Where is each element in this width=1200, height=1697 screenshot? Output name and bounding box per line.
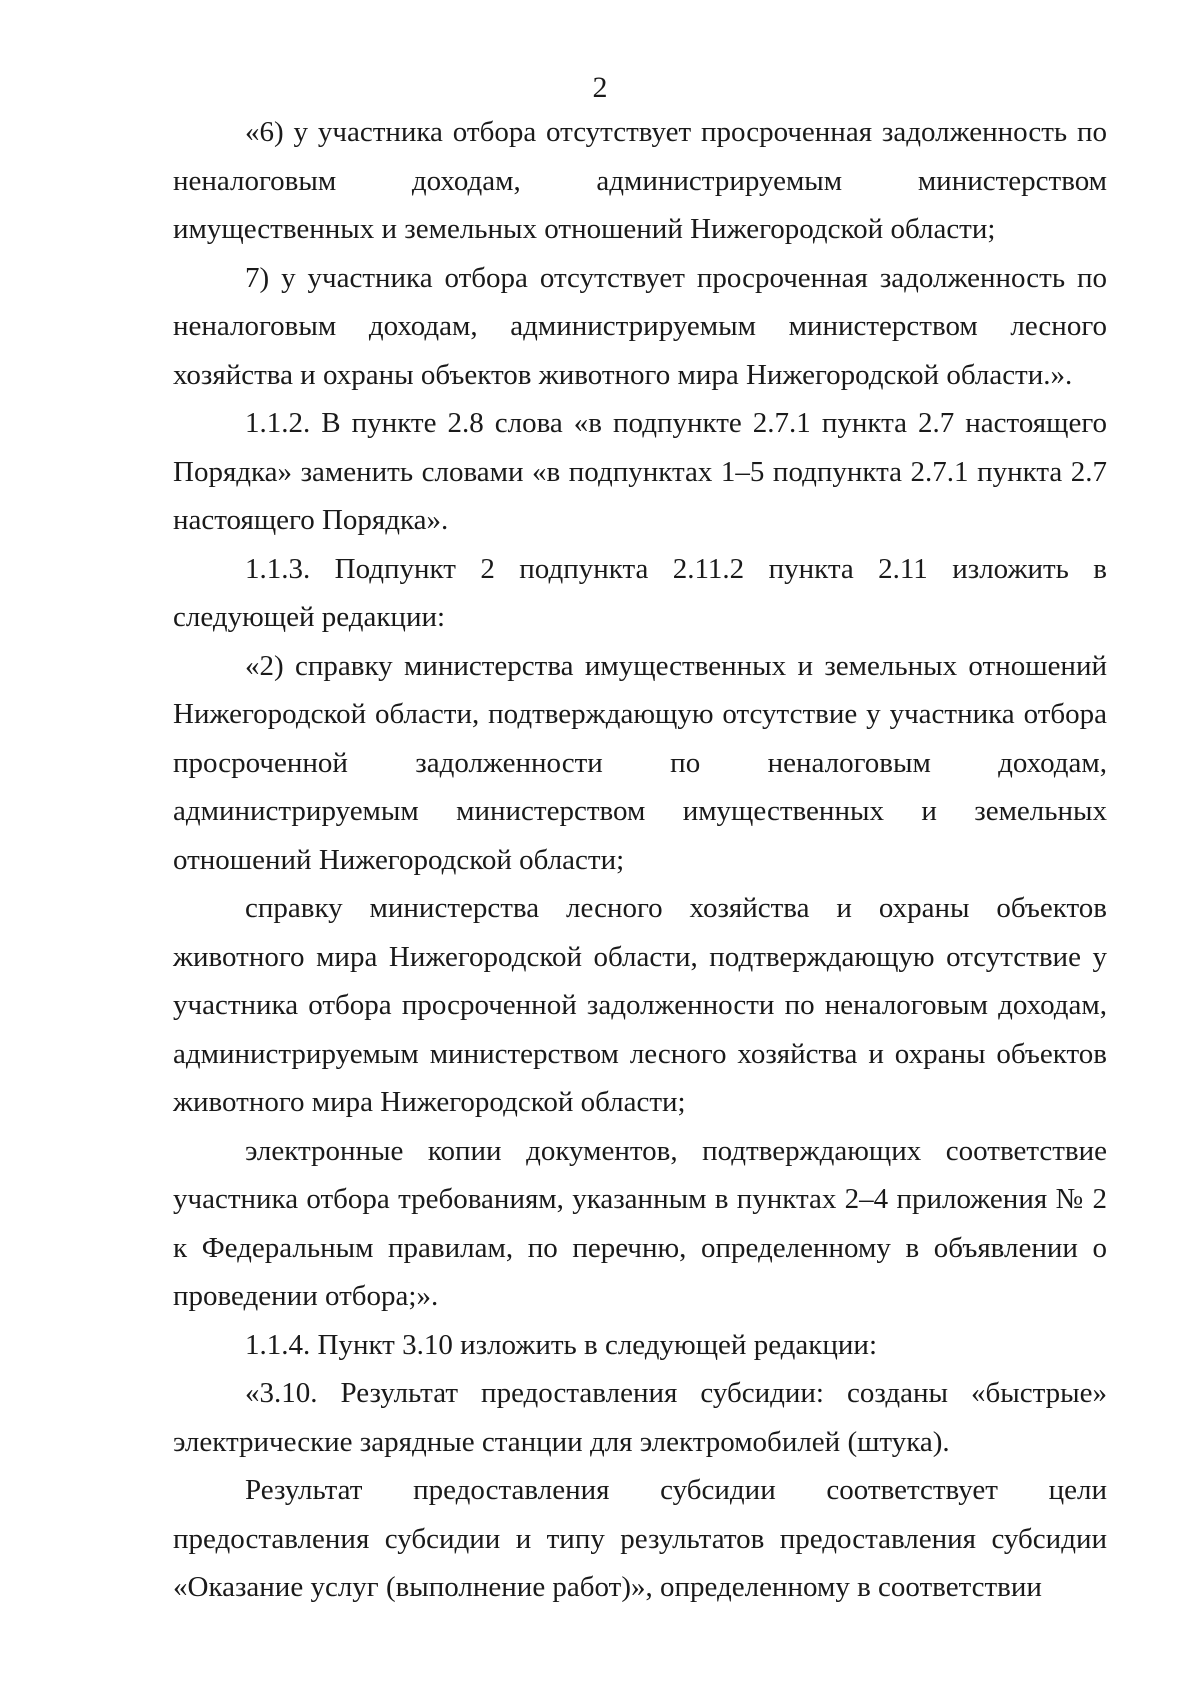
paragraph-result-correspondence: Результат предоставления субсидии соответствует цели предоставления субсидии и типу результатов предоставления субсидии «Оказание услуг (выполнение работ)», определенному в соответствии <box>173 1474 1107 1603</box>
document-body <box>173 108 1107 1612</box>
paragraph-1-1-4: 1.1.4. Пункт 3.10 изложить в следующей редакции: <box>245 1328 878 1361</box>
paragraph-forestry-certificate: справку министерства лесного хозяйства и охраны объектов животного мира Нижегородской области, подтверждающую отсутствие у участника отбора просроченной задолженности по неналоговым доходам, администрируемым министерством лесного хозяйства и охраны объектов животного мира Нижегородской области; <box>173 892 1107 1118</box>
paragraph-item-7: 7) у участника отбора отсутствует просроченная задолженность по неналоговым доходам, администрируемым министерством лесного хозяйства и охраны объектов животного мира Нижегородской области.». <box>173 261 1107 391</box>
paragraph-1-1-3: 1.1.3. Подпункт 2 подпункта 2.11.2 пункта 2.11 изложить в следующей редакции: <box>173 552 1107 633</box>
page-number: 2 <box>592 71 608 104</box>
paragraph-electronic-copies: электронные копии документов, подтверждающих соответствие участника отбора требованиям, указанным в пунктах 2–4 приложения № 2 к Федеральным правилам, по перечню, определенному в объявлении о проведении отбора;». <box>173 1134 1107 1312</box>
paragraph-3-10: «3.10. Результат предоставления субсидии: созданы «быстрые» электрические зарядные станции для электромобилей (штука). <box>173 1377 1107 1458</box>
paragraph-item-6: «6) у участника отбора отсутствует просроченная задолженность по неналоговым доходам, администрируемым министерством имущественных и земельных отношений Нижегородской области; <box>173 116 1107 245</box>
paragraph-1-1-2: 1.1.2. В пункте 2.8 слова «в подпункте 2.7.1 пункта 2.7 настоящего Порядка» заменить словами «в подпунктах 1–5 подпункта 2.7.1 пункта 2.7 настоящего Порядка». <box>173 407 1107 536</box>
paragraph-item-2: «2) справку министерства имущественных и земельных отношений Нижегородской области, подтверждающую отсутствие у участника отбора просроченной задолженности по неналоговым доходам, администрируемым министерством имущественных и земельных отношений Нижегородской области; <box>173 649 1107 876</box>
